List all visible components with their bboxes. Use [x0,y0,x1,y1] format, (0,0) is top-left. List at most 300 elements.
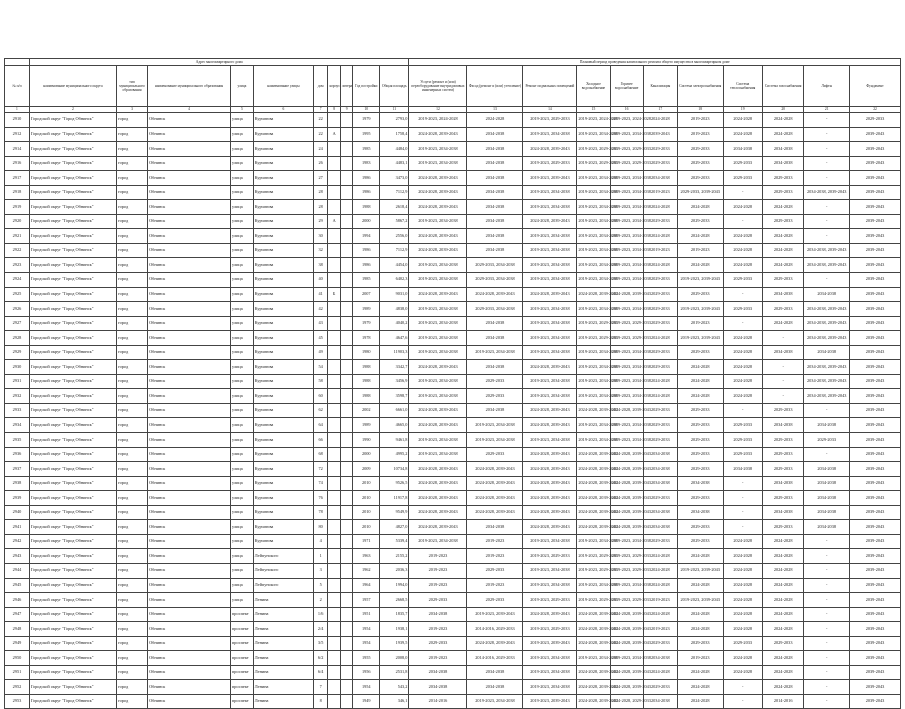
cell-year: 1971 [353,534,380,549]
cell-c20: 2024-2028 [762,665,803,680]
cell-c12: 2024-2028, 2039-2043 [409,403,467,418]
cell-mun: Обнинск [148,185,231,200]
cell-c15: 2024-2028, 2039-2043 [577,476,610,491]
cell-n: 2953 [5,694,30,709]
column-header: Общая площадь [380,66,409,107]
cell-c19: - [723,520,762,535]
cell-year: 1988 [353,360,380,375]
cell-house: 22 [313,127,328,142]
cell-year: 1979 [353,316,380,331]
cell-street: Ленина [253,680,313,695]
cell-c21: 2034-2038, 2039-2043 [804,316,850,331]
cell-c15: 2019-2023, 2029-2033 [577,593,610,608]
cell-c19: 2029-2033 [723,447,762,462]
cell-c17: 2029-2033 [643,345,677,360]
cell-area: Городской округ "Город Обнинск" [29,651,116,666]
cell-c14: 2019-2023, 2034-2038 [523,273,577,288]
column-number: 8 [328,107,340,113]
cell-house: 22 [313,113,328,128]
cell-st: проспект [231,607,254,622]
cell-c12: 2024-2028, 2039-2043 [409,491,467,506]
cell-mun: Обнинск [148,491,231,506]
cell-c20: 2034-2038 [762,156,803,171]
cell-year: 2010 [353,520,380,535]
cell-house: 76 [313,491,328,506]
cell-area: Городской округ "Город Обнинск" [29,200,116,215]
table-row [5,694,901,709]
cell-n: 2932 [5,389,30,404]
cell-type: город [116,127,147,142]
cell-lit [340,563,352,578]
cell-c19: 2024-2028 [723,607,762,622]
cell-mun: Обнинск [148,331,231,346]
cell-house: 78 [313,505,328,520]
cell-c20: 2024-2028 [762,127,803,142]
cell-c17: 2029-2033 [643,680,677,695]
cell-sq: 4827,0 [380,520,409,535]
cell-c22: 2039-2043 [850,171,901,186]
cell-st: улица [231,229,254,244]
column-header: наименование улицы [253,66,313,107]
cell-type: город [116,374,147,389]
cell-area: Городской округ "Город Обнинск" [29,636,116,651]
cell-year: 1988 [353,374,380,389]
cell-c19: 2034-2038 [723,462,762,477]
cell-st: улица [231,505,254,520]
cell-c18: 2024-2028 [677,258,723,273]
cell-area: Городской округ "Город Обнинск" [29,418,116,433]
cell-c12: 2014-2016 [409,694,467,709]
cell-c14: 2019-2023, 2029-2033 [523,156,577,171]
cell-c12: 2019-2023, 2034-2038 [409,345,467,360]
column-number: 15 [577,107,610,113]
cell-c18: 2019-2023, 2039-2043 [677,273,723,288]
column-header: Горячее водоснабжение [610,66,643,107]
cell-c15: 2019-2023, 2024-2028 [577,113,610,128]
cell-street: Курчатова [253,185,313,200]
cell-sq: 4647,6 [380,331,409,346]
cell-house: 6/4 [313,665,328,680]
cell-c19: 2024-2028 [723,534,762,549]
table-row [5,651,901,666]
cell-type: город [116,229,147,244]
cell-c14: 2019-2023, 2034-2038 [523,680,577,695]
cell-c16: 2024-2028, 2039-2043 [610,462,643,477]
cell-korp [328,694,340,709]
cell-c18: 2034-2038 [677,505,723,520]
cell-st: улица [231,200,254,215]
cell-c19: - [723,214,762,229]
cell-c12: 2034-2038 [409,607,467,622]
cell-st: улица [231,491,254,506]
cell-c16: 2019-2023, 2034-2038 [610,171,643,186]
cell-area: Городской округ "Город Обнинск" [29,578,116,593]
cell-street: Лейпунского [253,563,313,578]
cell-mun: Обнинск [148,694,231,709]
cell-c13: 2034-2038 [467,156,523,171]
cell-c16: 2019-2023, 2034-2038 [610,127,643,142]
cell-c19: - [723,287,762,302]
cell-c22: 2039-2043 [850,156,901,171]
cell-c20: 2034-2038 [762,287,803,302]
cell-c13: 2029-2033 [467,389,523,404]
cell-c17: 2019-2023 [643,243,677,258]
table-row [5,258,901,273]
cell-c12: 2019-2023, 2034-2038 [409,316,467,331]
cell-house: 7 [313,680,328,695]
cell-year: 1995 [353,127,380,142]
cell-lit [340,651,352,666]
cell-c20: 2029-2033 [762,491,803,506]
cell-c16: 2019-2023, 2034-2038 [610,433,643,448]
cell-sq: 7112,9 [380,243,409,258]
cell-lit [340,491,352,506]
cell-c12: 2024-2028, 2039-2043 [409,418,467,433]
cell-c20: 2029-2033 [762,273,803,288]
cell-mun: Обнинск [148,447,231,462]
cell-c15: 2019-2023, 2029-2033 [577,563,610,578]
table-row [5,273,901,288]
cell-type: город [116,243,147,258]
cell-c19: 2024-2028 [723,578,762,593]
column-number: 11 [380,107,409,113]
table-body [5,113,901,709]
cell-korp [328,622,340,637]
cell-c22: 2039-2043 [850,360,901,375]
cell-street: Курчатова [253,302,313,317]
table-row [5,185,901,200]
cell-lit [340,534,352,549]
cell-n: 2944 [5,563,30,578]
table-row [5,520,901,535]
cell-lit [340,287,352,302]
cell-c13: 2029-2033, 2034-2038 [467,273,523,288]
cell-c21: 2029-2033 [804,433,850,448]
cell-c22: 2039-2043 [850,520,901,535]
cell-st: улица [231,549,254,564]
cell-area: Городской округ "Город Обнинск" [29,185,116,200]
cell-lit [340,578,352,593]
cell-c17: 2029-2033 [643,273,677,288]
cell-mun: Обнинск [148,505,231,520]
cell-c12: 2024-2028, 2039-2043 [409,185,467,200]
cell-c21: 2034-2038 [804,462,850,477]
cell-type: город [116,476,147,491]
cell-c20: - [762,360,803,375]
cell-lit [340,593,352,608]
cell-year: 2007 [353,287,380,302]
cell-c13: 2014-2016, 2029-2033 [467,651,523,666]
table-row [5,433,901,448]
cell-c20: 2024-2028 [762,316,803,331]
cell-c13: 2019-2023, 2034-2038 [467,418,523,433]
cell-c15: 2019-2023, 2034-2038 [577,374,610,389]
cell-type: город [116,185,147,200]
cell-street: Курчатова [253,142,313,157]
cell-street: Курчатова [253,534,313,549]
cell-mun: Обнинск [148,374,231,389]
cell-c22: 2039-2043 [850,622,901,637]
cell-st: улица [231,214,254,229]
column-header: корпус [328,66,340,107]
cell-c21: - [804,578,850,593]
column-headers [5,66,901,107]
cell-c16: 2019-2023, 2029-2033 [610,563,643,578]
cell-c22: 2039-2043 [850,491,901,506]
column-header: Холодное водоснабжение [577,66,610,107]
cell-year: 1989 [353,302,380,317]
cell-c12: 2019-2023, 2034-2038 [409,389,467,404]
cell-c18: 2029-2033 [677,418,723,433]
cell-st: улица [231,476,254,491]
cell-korp [328,200,340,215]
cell-c21: 2034-2038 [804,505,850,520]
cell-c14: 2024-2028, 2039-2043 [523,520,577,535]
cell-c17: 2029-2033 [643,403,677,418]
cell-c12: 2024-2028, 2039-2043 [409,200,467,215]
cell-year: 1979 [353,113,380,128]
cell-c12: 2029-2033 [409,593,467,608]
cell-c14: 2019-2023, 2034-2038 [523,433,577,448]
cell-c14: 2019-2023, 2034-2038 [523,534,577,549]
table-row [5,374,901,389]
cell-c22: 2039-2043 [850,142,901,157]
cell-house: 40 [313,273,328,288]
cell-type: город [116,418,147,433]
register-sheet [4,58,901,709]
cell-c14: 2024-2028, 2039-2043 [523,142,577,157]
cell-korp [328,360,340,375]
cell-area: Городской округ "Город Обнинск" [29,273,116,288]
column-number: 10 [353,107,380,113]
cell-c15: 2019-2023, 2029-2033 [577,331,610,346]
cell-c22: 2039-2043 [850,694,901,709]
cell-c15: 2019-2023, 2029-2033 [577,549,610,564]
cell-korp [328,476,340,491]
table-row [5,127,901,142]
cell-n: 2935 [5,433,30,448]
cell-c17: 2024-2028 [643,549,677,564]
cell-n: 2934 [5,418,30,433]
cell-c22: 2039-2043 [850,447,901,462]
cell-year: 1986 [353,185,380,200]
cell-mun: Обнинск [148,214,231,229]
cell-c19: 2024-2028 [723,229,762,244]
cell-c22: 2039-2043 [850,302,901,317]
cell-c18: 2024-2028 [677,578,723,593]
cell-c18: 2019-2023, 2039-2043 [677,302,723,317]
table-row [5,229,901,244]
cell-c18: 2024-2028 [677,665,723,680]
cell-st: улица [231,360,254,375]
cell-mun: Обнинск [148,651,231,666]
cell-c13: 2034-2038 [467,142,523,157]
cell-mun: Обнинск [148,462,231,477]
cell-c16: 2019-2023, 2029-2033 [610,593,643,608]
cell-house: 32 [313,243,328,258]
cell-area: Городской округ "Город Обнинск" [29,563,116,578]
cell-c22: 2039-2043 [850,563,901,578]
cell-c13: 2014-2016, 2029-2033 [467,622,523,637]
cell-korp [328,433,340,448]
cell-c19: - [723,316,762,331]
cell-c18: 2029-2033 [677,403,723,418]
cell-st: проспект [231,636,254,651]
cell-lit [340,476,352,491]
cell-type: город [116,549,147,564]
cell-st: улица [231,593,254,608]
cell-sq: 2556,0 [380,229,409,244]
cell-c16: 2019-2023, 2034-2038 [610,374,643,389]
cell-st: улица [231,374,254,389]
cell-year: 1980 [353,345,380,360]
cell-c20: 2014-2016 [762,694,803,709]
cell-c13: 2034-2038 [467,171,523,186]
cell-lit [340,316,352,331]
cell-n: 2912 [5,127,30,142]
cell-korp [328,651,340,666]
cell-year: 1951 [353,607,380,622]
cell-street: Курчатова [253,287,313,302]
cell-year: 1956 [353,665,380,680]
column-number: 19 [723,107,762,113]
cell-c20: 2034-2038 [762,505,803,520]
cell-c12: 2019-2023, 2034-2038 [409,447,467,462]
cell-year: 1954 [353,622,380,637]
cell-c14: 2019-2023, 2034-2038 [523,258,577,273]
cell-c19: 2024-2028 [723,622,762,637]
cell-c21: - [804,636,850,651]
table-row [5,171,901,186]
cell-korp [328,607,340,622]
cell-sq: 6402,3 [380,273,409,288]
cell-c14: 2019-2023, 2034-2038 [523,185,577,200]
cell-c20: 2034-2038 [762,476,803,491]
cell-c16: 2019-2023, 2029-2033 [610,331,643,346]
cell-lit [340,345,352,360]
cell-area: Городской округ "Город Обнинск" [29,316,116,331]
cell-c18: 2029-2033, 2039-2043 [677,185,723,200]
cell-c16: 2019-2023, 2034-2038 [610,273,643,288]
cell-c20: 2029-2033 [762,171,803,186]
cell-c14: 2019-2023, 2034-2038 [523,243,577,258]
cell-sq: 1835,7 [380,607,409,622]
cell-year: 1954 [353,636,380,651]
cell-c16: 2024-2028, 2039-2043 [610,622,643,637]
cell-c22: 2039-2043 [850,636,901,651]
cell-c18: 2029-2033 [677,491,723,506]
cell-c22: 2039-2043 [850,243,901,258]
column-number: 5 [231,107,254,113]
group-spacer [5,59,30,66]
cell-type: город [116,316,147,331]
cell-c18: 2024-2028 [677,607,723,622]
cell-c22: 2039-2043 [850,578,901,593]
cell-c19: 2024-2028 [723,651,762,666]
cell-mun: Обнинск [148,607,231,622]
cell-mun: Обнинск [148,156,231,171]
cell-sq: 2008,0 [380,651,409,666]
cell-c15: 2019-2023, 2034-2038 [577,127,610,142]
cell-n: 2925 [5,287,30,302]
cell-c12: 2019-2023, 2034-2038 [409,374,467,389]
cell-c15: 2024-2028, 2039-2043 [577,694,610,709]
cell-sq: 2793,0 [380,113,409,128]
cell-c13: 2034-2038 [467,127,523,142]
cell-mun: Обнинск [148,636,231,651]
cell-mun: Обнинск [148,622,231,637]
cell-n: 2918 [5,185,30,200]
cell-mun: Обнинск [148,563,231,578]
cell-n: 2921 [5,229,30,244]
cell-n: 2924 [5,273,30,288]
cell-korp [328,534,340,549]
cell-st: проспект [231,622,254,637]
cell-c16: 2019-2023, 2034-2038 [610,229,643,244]
cell-lit [340,142,352,157]
cell-c21: - [804,171,850,186]
cell-sq: 4838,0 [380,302,409,317]
cell-lit [340,127,352,142]
column-number: 9 [340,107,352,113]
cell-type: город [116,520,147,535]
cell-c20: 2024-2028 [762,593,803,608]
cell-c22: 2039-2043 [850,374,901,389]
cell-c12: 2034-2038 [409,665,467,680]
table-row [5,214,901,229]
cell-c14: 2024-2028, 2039-2043 [523,403,577,418]
cell-type: город [116,447,147,462]
cell-korp [328,113,340,128]
cell-sq: 2036,3 [380,563,409,578]
cell-type: город [116,345,147,360]
cell-c21: - [804,694,850,709]
column-number: 20 [762,107,803,113]
cell-korp [328,593,340,608]
cell-n: 2933 [5,403,30,418]
cell-year: 1963 [353,549,380,564]
cell-c19: 2024-2028 [723,563,762,578]
cell-year: 1954 [353,680,380,695]
cell-c16: 2019-2023, 2029-2033 [610,316,643,331]
table-row [5,578,901,593]
cell-c14: 2019-2023, 2039-2043 [523,694,577,709]
cell-korp [328,665,340,680]
cell-c15: 2019-2023, 2034-2038 [577,360,610,375]
cell-c14: 2019-2023, 2034-2038 [523,563,577,578]
cell-c17: 2024-2028 [643,563,677,578]
cell-korp [328,447,340,462]
cell-street: Ленина [253,593,313,608]
cell-area: Городской округ "Город Обнинск" [29,389,116,404]
cell-c15: 2019-2023, 2034-2038 [577,229,610,244]
cell-st: улица [231,156,254,171]
column-header: Канализация [643,66,677,107]
cell-area: Городской округ "Город Обнинск" [29,520,116,535]
cell-c21: 2034-2038 [804,418,850,433]
cell-c15: 2019-2023, 2034-2038 [577,578,610,593]
cell-sq: 3473,0 [380,171,409,186]
cell-c21: - [804,113,850,128]
cell-korp: А [328,127,340,142]
cell-sq: 1758,4 [380,127,409,142]
cell-c19: 2024-2028 [723,665,762,680]
cell-c16: 2019-2023, 2034-2038 [610,651,643,666]
cell-type: город [116,433,147,448]
cell-c17: 2024-2028 [643,113,677,128]
cell-n: 2920 [5,214,30,229]
cell-sq: 9031,0 [380,287,409,302]
